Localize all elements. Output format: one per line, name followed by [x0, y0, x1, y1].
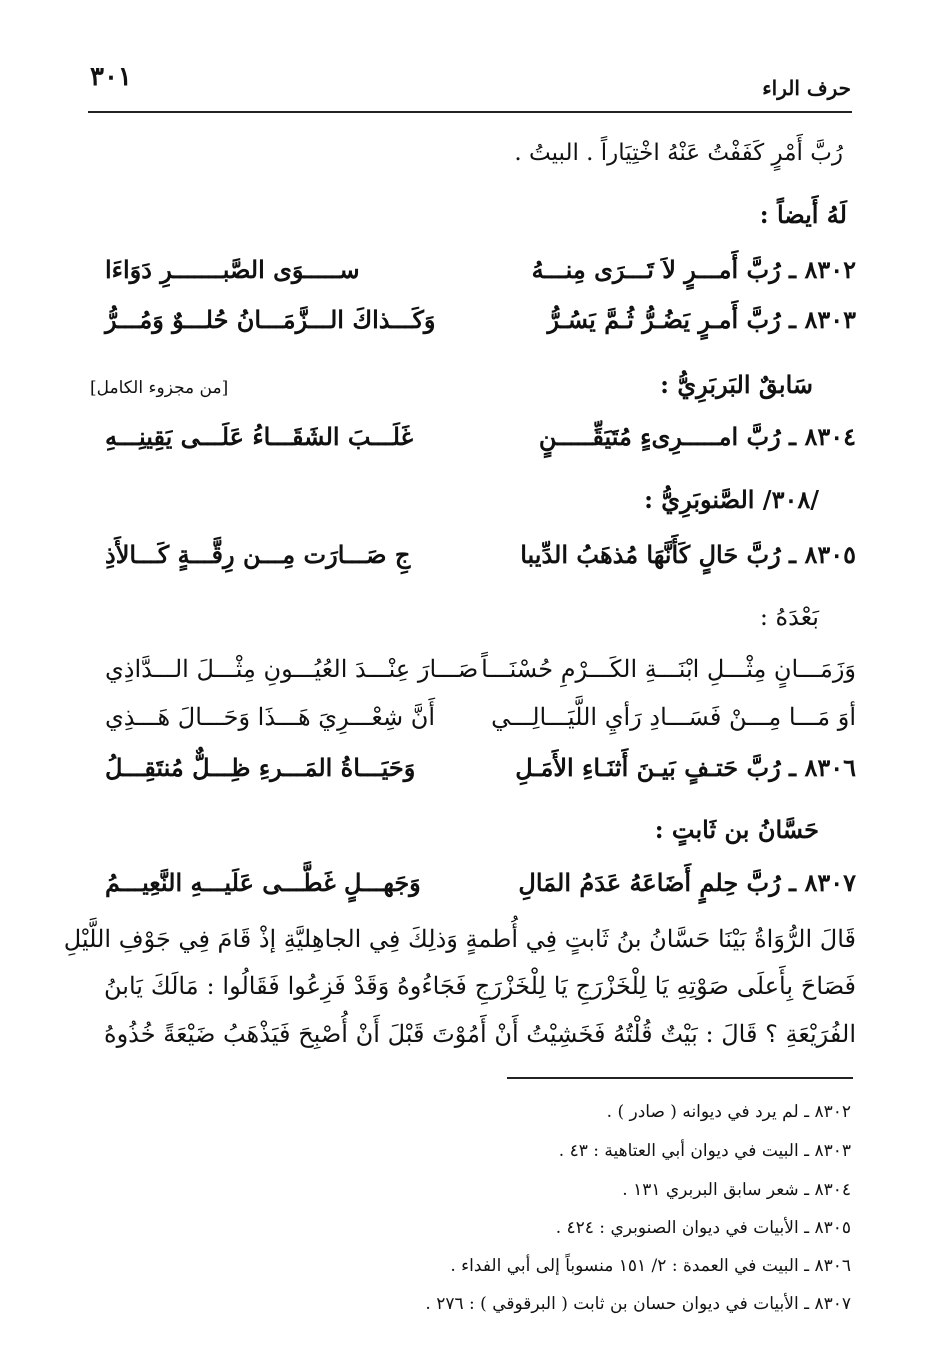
- verse-8304: [105, 422, 856, 462]
- verse-8303-first-hemistich: ٨٣٠٣ ـ رُبَّ أَمـرٍ يَضُـرُّ ثُـمَّ يَسُـرُّ: [547, 305, 856, 334]
- section-heading-lahu-aydan: لَهُ أَيضاً :: [759, 200, 847, 229]
- footnote-8303: ٨٣٠٣ ـ البيت في ديوان أبي العتاهية : ٤٣ .: [558, 1141, 851, 1161]
- verse-8307: [105, 868, 856, 908]
- prose-line-3: الفُرَيْعَةِ ؟ قَالَ : بَيْتٌ قُلْتُهُ فَخَشِيْتُ أَنْ أَمُوْتَ قَبْلَ أَنْ أُصْبِحَ فَيَذْهَبُ ضَيْعَةً خُذُوهُ: [104, 1020, 856, 1048]
- verse-8302-first-hemistich: ٨٣٠٢ ـ رُبَّ أَمـــرٍ لاَ تَـــرَى مِنـــهُ: [531, 255, 856, 284]
- section-heading-badahu: بَعْدَهُ :: [759, 603, 819, 631]
- footnote-rule: [507, 1077, 853, 1079]
- footnote-8307: ٨٣٠٧ ـ الأبيات في ديوان حسان بن ثابت ( البرقوقي ) : ٢٧٦ .: [425, 1294, 851, 1314]
- section-heading-hassan: حَسَّانُ بن ثَابتٍ :: [654, 815, 819, 844]
- verse-8305: [105, 540, 856, 580]
- section-heading-sabiq: سَابقٌ البَربَرِيُّ :: [660, 370, 813, 399]
- footnote-8306: ٨٣٠٦ ـ البيت في العمدة : ٢/ ١٥١ منسوباً إلى أبي الفداء .: [450, 1256, 851, 1276]
- verse-8303: [105, 305, 856, 345]
- verse-8305-first-hemistich: ٨٣٠٥ ـ رُبَّ حَالٍ كَأَنَّهَا مُذهَبُ الدِّيبا: [520, 540, 856, 569]
- verse-8303-second-hemistich: وَكَـــذاكَ الـــزَّمَـــانُ حُلـــوٌ وَمُـــرُّ: [105, 305, 436, 334]
- intro-line: رُبَّ أَمْرٍ كَفَفْتُ عَنْهُ اخْتِيَاراً . البيتُ .: [514, 140, 843, 166]
- footnote-8302: ٨٣٠٢ ـ لم يرد في ديوانه ( صادر ) .: [606, 1102, 851, 1122]
- verse-after-2: [105, 703, 856, 743]
- verse-8306-second-hemistich: وَحَيَـــاةُ المَـــرءِ ظِـــلٌّ مُنتَقِـــلُ: [105, 753, 416, 782]
- verse-after-1-second-hemistich: صَـــارَ عِنْـــدَ العُيُـــونِ مِثْـــلَ الـــدَّاذِي: [105, 655, 479, 683]
- verse-8306: [105, 753, 856, 793]
- verse-8306-first-hemistich: ٨٣٠٦ ـ رُبَّ حَتـفٍ بَيـنَ أَثنَـاءِ الأَمَـلِ: [515, 753, 856, 782]
- footnote-8305: ٨٣٠٥ ـ الأبيات في ديوان الصنوبري : ٤٢٤ .: [555, 1218, 851, 1238]
- verse-8304-second-hemistich: غَلَـــبَ الشَقَـــاءُ عَلَـــى يَقِينِـــهِ: [105, 422, 414, 451]
- header-rule: [88, 111, 852, 113]
- verse-8305-second-hemistich: جِ صَـــارَت مِـــن رِقَّـــةٍ كَـــالأَذِ: [105, 540, 411, 569]
- verse-8307-first-hemistich: ٨٣٠٧ ـ رُبَّ حِلمٍ أَضَاعَهُ عَدَمُ المَالِ: [518, 868, 856, 897]
- section-heading-sanawbari: /٣٠٨/ الصَّنوبَرِيُّ :: [644, 485, 819, 514]
- verse-after-1-first-hemistich: وَزَمَـــانٍ مِثْـــلِ ابْنَـــةِ الكَـــرْمِ حُسْنَـــاً: [481, 655, 856, 683]
- meter-note: [من مجزوء الكامل]: [90, 378, 229, 398]
- verse-8307-second-hemistich: وَجَهـــلٍ غَطَّـــى عَلَيـــهِ النَّعِيـــمُ: [105, 868, 421, 897]
- verse-8302: [105, 255, 856, 295]
- verse-8304-first-hemistich: ٨٣٠٤ ـ رُبَّ امـــــرِىءٍ مُتَيَقِّـــــنٍ: [538, 422, 856, 451]
- running-head: حرف الراء: [762, 76, 851, 100]
- footnote-8304: ٨٣٠٤ ـ شعر سابق البربري ١٣١ .: [622, 1180, 851, 1200]
- verse-after-1: [105, 655, 856, 695]
- verse-after-2-first-hemistich: أوَ مَـــا مِـــنْ فَسَـــادِ رَأيِ اللَّيَـــالِـــي: [491, 703, 856, 731]
- prose-line-2: فَصَاحَ بِأَعلَى صَوْتِهِ يَا لِلْخَزْرَجِ يَا لِلْخَزْرَجِ فَجَاءُوهُ وَقَدْ فَزِعُوا فَقَالُوا : مَالَكَ يَابنُ: [104, 972, 856, 1000]
- prose-line-1: قَالَ الرُّوَاةُ بَيْنَا حَسَّانُ بنُ ثَابتٍ فِي أُطمةٍ وَذلِكَ فِي الجاهِليَّةِ إذْ قَامَ فِي جَوْفِ اللَّيْلِ: [63, 925, 856, 953]
- verse-after-2-second-hemistich: أَنَّ شِعْـــرِيَ هَـــذَا وَحَـــالَ هَـــذِي: [105, 703, 436, 731]
- verse-8302-second-hemistich: ســـــوَى الصَّبـــــــرِ دَوَاءَا: [105, 255, 360, 284]
- page-number: ٣٠١: [90, 62, 132, 92]
